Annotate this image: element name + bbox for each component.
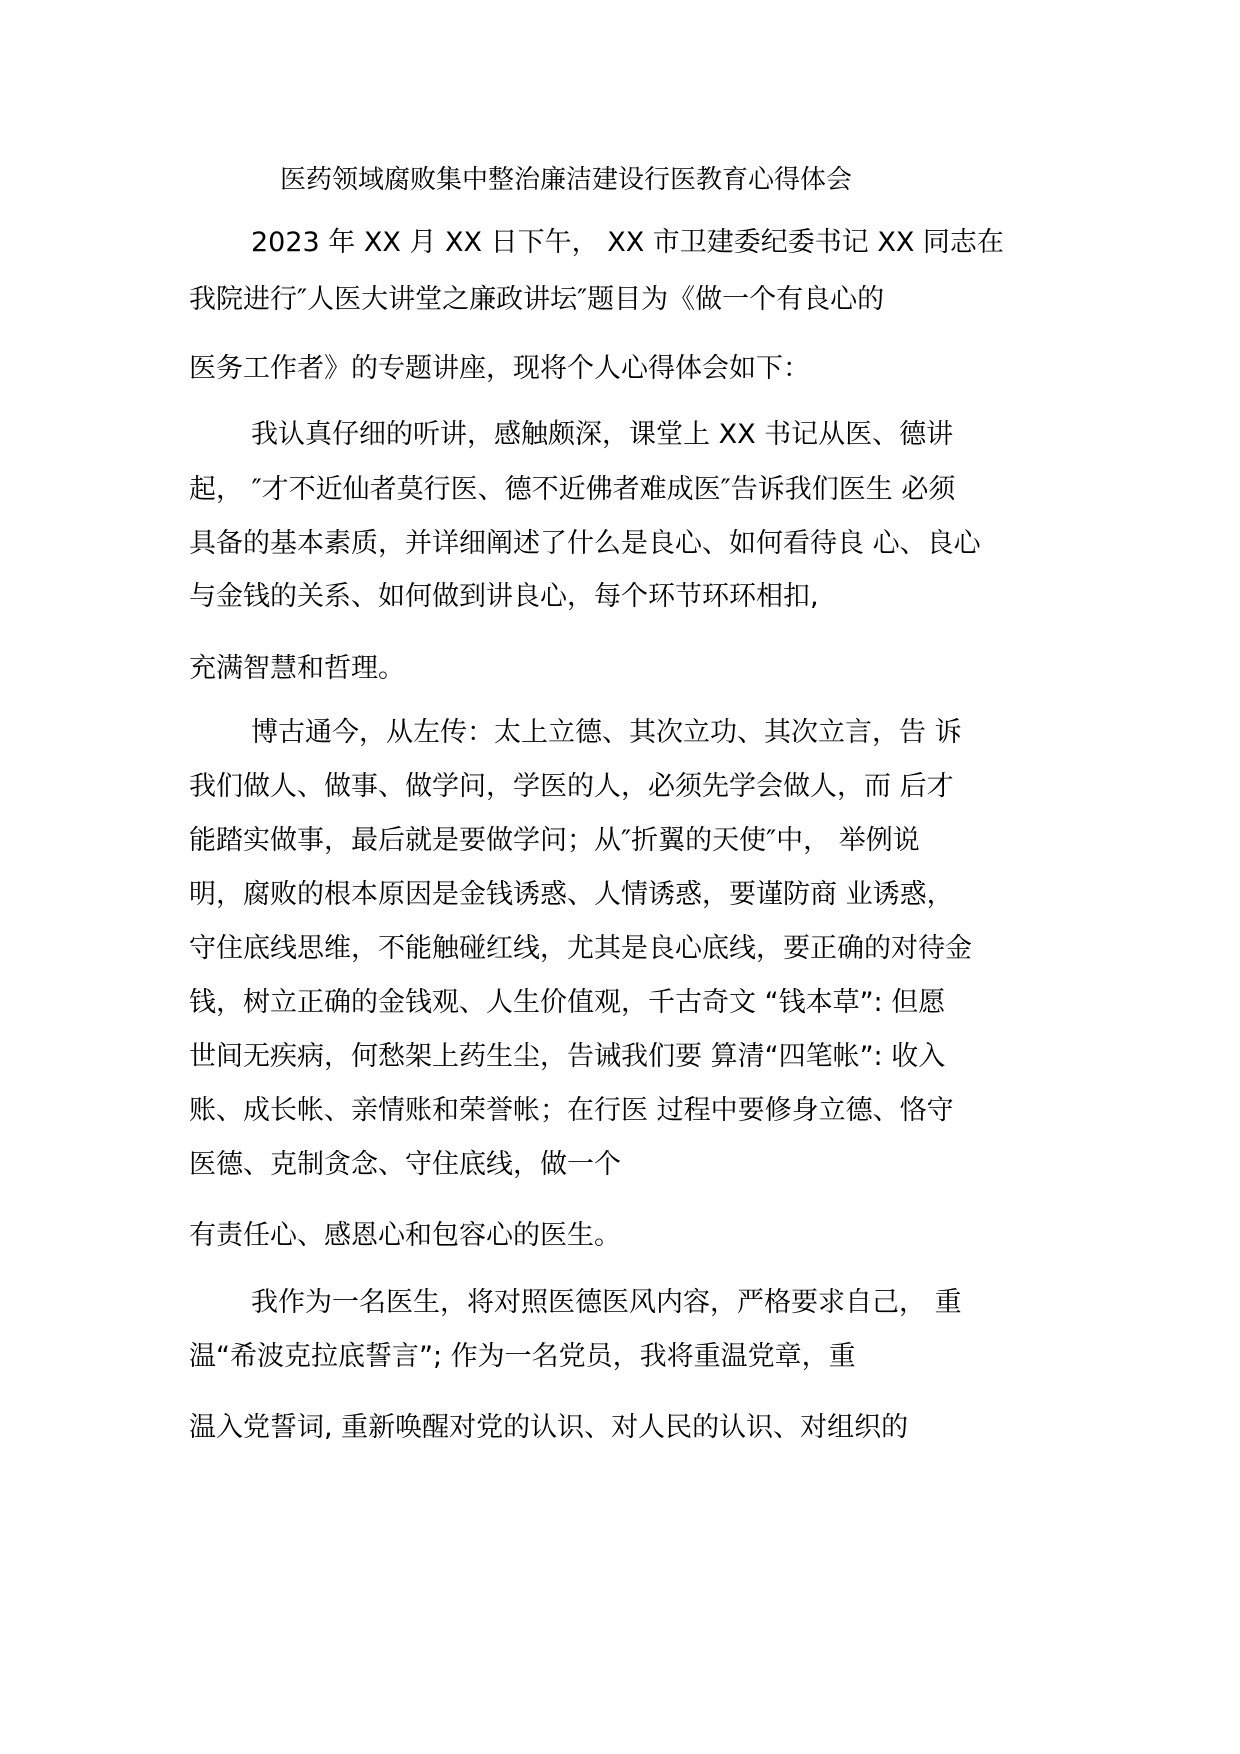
text-line-3: 医务工作者》的专题讲座，现将个人心得体会如下：	[189, 353, 810, 384]
text-line-16: 账、成长帐、亲情账和荣誉帐；在行医 过程中要修身立德、恪守	[189, 1095, 954, 1126]
text-line-2: 我院进行″人医大讲堂之廉政讲坛″题目为《做一个有良心的	[189, 284, 885, 315]
text-line-13: 守住底线思维，不能触碰红线，尤其是良心底线，要正确的对待金	[189, 933, 972, 964]
text-line-6: 具备的基本素质，并详细阐述了什么是良心、如何看待良 心、良心	[189, 528, 981, 559]
text-line-7: 与金钱的关系、如何做到讲良心，每个环节环环相扣,	[189, 581, 819, 612]
text-line-10: 我们做人、做事、做学问，学医的人，必须先学会做人，而 后才	[189, 771, 954, 802]
text-line-15: 世间无疾病，何愁架上药生尘，告诫我们要 算清“四笔帐”: 收入	[189, 1041, 946, 1072]
text-line-8: 充满智慧和哲理。	[189, 653, 405, 684]
document-title: 医药领域腐败集中整治廉洁建设行医教育心得体会	[280, 165, 853, 195]
text-line-19: 我作为一名医生，将对照医德医风内容，严格要求自己， 重	[251, 1287, 962, 1318]
text-line-21: 温入党誓词, 重新唤醒对党的认识、对人民的认识、对组织的	[189, 1412, 909, 1443]
text-line-12: 明，腐败的根本原因是金钱诱惑、人情诱惑，要谨防商 业诱惑，	[189, 879, 954, 910]
text-line-14: 钱，树立正确的金钱观、人生价值观，千古奇文 “钱本草”: 但愿	[189, 987, 946, 1018]
text-line-9: 博古通今，从左传：太上立德、其次立功、其次立言，告 诉	[251, 717, 962, 748]
text-line-18: 有责任心、感恩心和包容心的医生。	[189, 1220, 621, 1251]
text-line-20: 温“希波克拉底誓言”; 作为一名党员，我将重温党章，重	[189, 1341, 856, 1372]
text-line-17: 医德、克制贪念、守住底线，做一个	[189, 1149, 621, 1180]
text-line-11: 能踏实做事，最后就是要做学问；从″折翼的天使″中， 举例说	[189, 825, 920, 856]
text-line-5: 起， ″才不近仙者莫行医、德不近佛者难成医″告诉我们医生 必须	[189, 474, 956, 505]
text-line-1: 2023 年 XX 月 XX 日下午， XX 市卫建委纪委书记 XX 同志在	[251, 227, 1004, 258]
text-line-4: 我认真仔细的听讲，感触颇深，课堂上 XX 书记从医、德讲	[251, 419, 954, 450]
